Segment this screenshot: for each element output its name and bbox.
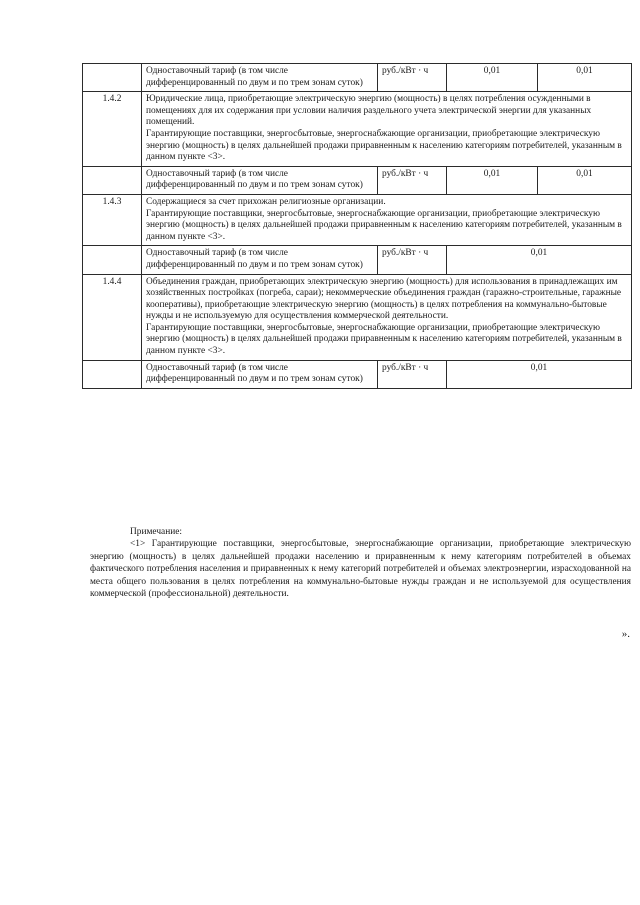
tariff-value: 0,01 <box>447 246 632 274</box>
tariff-value: 0,01 <box>447 64 538 92</box>
category-row <box>83 194 632 245</box>
tariff-value: 0,01 <box>538 64 632 92</box>
footnote <box>90 526 631 600</box>
tariff-unit: руб./кВт · ч <box>378 64 447 92</box>
tariff-table <box>82 63 632 389</box>
tariff-row <box>83 166 632 194</box>
category-number: 1.4.4 <box>83 274 142 360</box>
tariff-row <box>83 360 632 388</box>
tariff-value: 0,01 <box>538 166 632 194</box>
category-row <box>83 274 632 360</box>
footnote-text: <1> Гарантирующие поставщики, энергосбытовые, энергоснабжающие организации, приобретающие электрическую энергию (мощность) в целях дальнейшей продажи населению и приравненным к нему категориям потребителей в объемах фактического потребления населения и приравненных к нему категорий потребителей и объемах электроэнергии, израсходованной на места общего пользования в целях потребления на коммунально-бытовые нужды граждан и не используемой для осуществления коммерческой (профессиональной) деятельности. <box>90 539 631 600</box>
tariff-unit: руб./кВт · ч <box>378 246 447 274</box>
category-row <box>83 92 632 167</box>
tariff-label: Одноставочный тариф (в том числе дифференцированный по двум и по трем зонам суток) <box>142 246 378 274</box>
tariff-unit: руб./кВт · ч <box>378 360 447 388</box>
category-number: 1.4.3 <box>83 194 142 245</box>
tariff-value: 0,01 <box>447 360 632 388</box>
tariff-unit: руб./кВт · ч <box>378 166 447 194</box>
tariff-label: Одноставочный тариф (в том числе дифференцированный по двум и по трем зонам суток) <box>142 64 378 92</box>
tariff-label: Одноставочный тариф (в том числе дифференцированный по двум и по трем зонам суток) <box>142 166 378 194</box>
category-description: Объединения граждан, приобретающих электрическую энергию (мощность) для использования в принадлежащих им хозяйственных постройках (погреба, сараи); некоммерческие объединения граждан (гаражно-строительные, гаражные кооперативы), приобретающие электрическую энергию (мощность) в целях потребления на коммунально-бытовые нужды и не используемую для осуществления коммерческой деятельности. Гарантирующие поставщики, энергосбытовые, энергоснабжающие организации, приобретающие электрическую энергию (мощность) в целях дальнейшей продажи приравненным к населению категориям потребителей, указанным в данном пункте <3>. <box>142 274 632 360</box>
category-description: Юридические лица, приобретающие электрическую энергию (мощность) в целях потребления осужденными в помещениях для их содержания при условии наличия раздельного учета электрической энергии для указанных помещений. Гарантирующие поставщики, энергосбытовые, энергоснабжающие организации, приобретающие электрическую энергию (мощность) в целях дальнейшей продажи приравненным к населению категориям потребителей, указанным в данном пункте <3>. <box>142 92 632 167</box>
closing-quote: ». <box>621 628 630 640</box>
footnote-title: Примечание: <box>130 527 183 537</box>
tariff-label: Одноставочный тариф (в том числе дифференцированный по двум и по трем зонам суток) <box>142 360 378 388</box>
category-number: 1.4.2 <box>83 92 142 167</box>
tariff-value: 0,01 <box>447 166 538 194</box>
tariff-row <box>83 64 632 92</box>
category-description: Содержащиеся за счет прихожан религиозные организации. Гарантирующие поставщики, энергосбытовые, энергоснабжающие организации, приобретающие электрическую энергию (мощность) в целях дальнейшей продажи приравненным к населению категориям потребителей, указанным в данном пункте <3>. <box>142 194 632 245</box>
tariff-row <box>83 246 632 274</box>
